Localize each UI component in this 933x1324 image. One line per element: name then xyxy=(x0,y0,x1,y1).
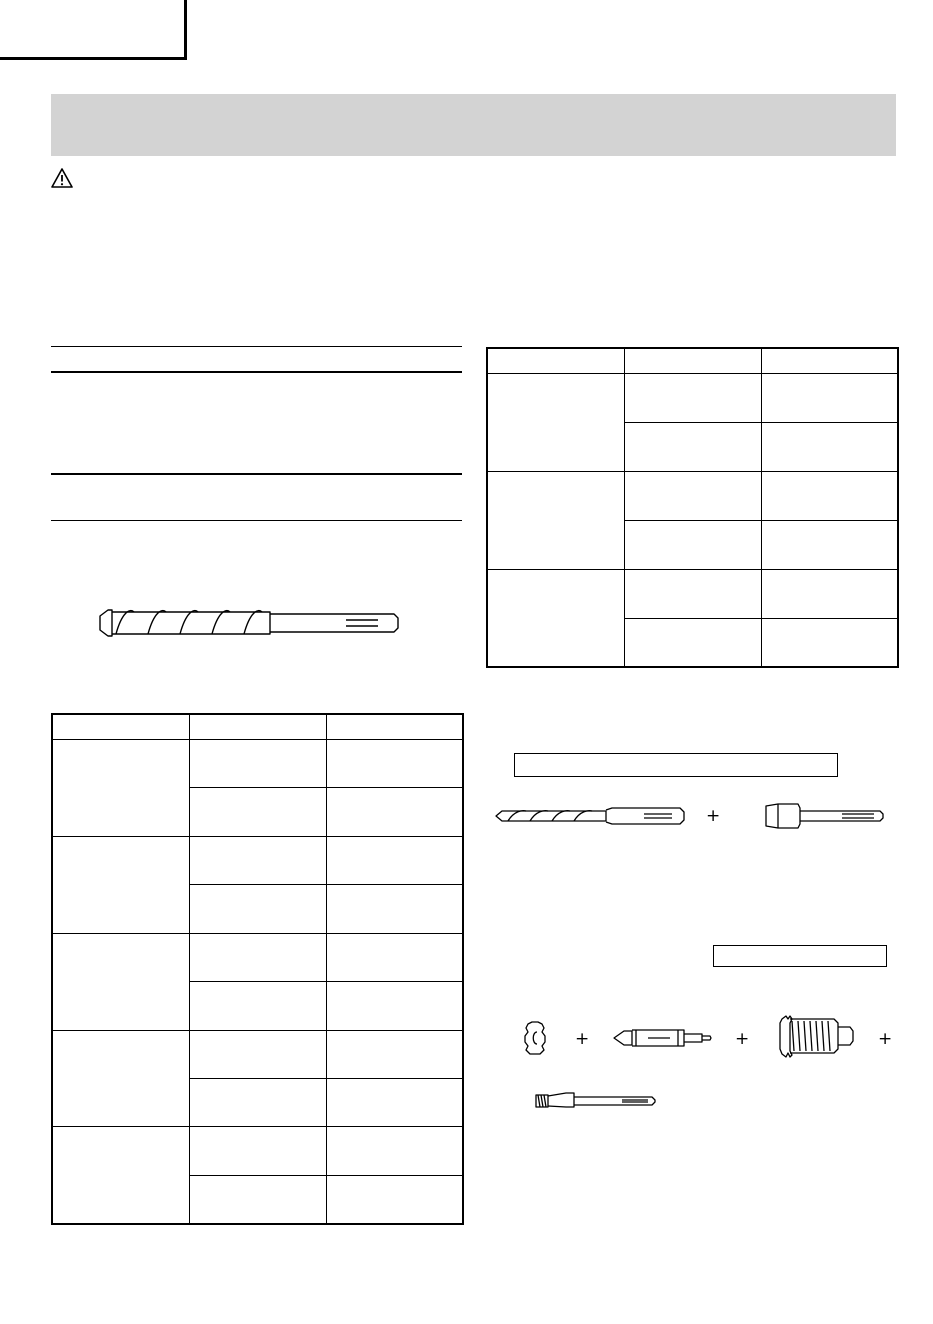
plus-sign: + xyxy=(706,806,721,826)
table-group-cell xyxy=(52,1127,189,1224)
page-tab-box xyxy=(0,0,187,60)
plus-sign: + xyxy=(878,1029,893,1049)
rule-line xyxy=(51,346,462,347)
table-group-cell xyxy=(52,836,189,933)
plus-sign: + xyxy=(575,1029,590,1049)
section-header-band xyxy=(51,94,896,156)
table-cell xyxy=(326,1079,463,1127)
left-specification-table xyxy=(51,713,464,1225)
table-cell xyxy=(189,1079,326,1127)
table-cell xyxy=(189,885,326,933)
rule-line xyxy=(51,473,462,475)
table-group-cell xyxy=(487,569,624,667)
table-cell xyxy=(189,1175,326,1224)
table-cell xyxy=(761,569,898,618)
table-header-cell xyxy=(326,714,463,739)
table-cell xyxy=(761,471,898,520)
warning-triangle-icon xyxy=(51,167,73,189)
table-cell xyxy=(624,422,761,471)
table-cell xyxy=(624,471,761,520)
center-pin-icon xyxy=(612,1027,714,1049)
drill-bit-icon xyxy=(98,602,402,644)
table-cell xyxy=(189,788,326,836)
table-group-cell xyxy=(52,739,189,836)
table-cell xyxy=(326,788,463,836)
table-cell xyxy=(624,520,761,569)
table-cell xyxy=(326,885,463,933)
table-cell xyxy=(624,569,761,618)
cotter-icon xyxy=(522,1020,548,1056)
table-cell xyxy=(761,520,898,569)
table-cell xyxy=(761,422,898,471)
table-group-cell xyxy=(487,471,624,569)
table-cell xyxy=(326,836,463,884)
core-bit-shank-icon xyxy=(534,1088,658,1112)
rule-line xyxy=(51,371,462,373)
rule-line xyxy=(51,520,462,521)
table-cell xyxy=(189,739,326,787)
core-bit-icon xyxy=(776,1013,856,1059)
table-cell xyxy=(326,739,463,787)
table-cell xyxy=(326,933,463,981)
table-group-cell xyxy=(52,933,189,1030)
taper-drill-bit-icon xyxy=(494,802,688,830)
table-header-cell xyxy=(487,348,624,373)
table-cell xyxy=(326,1030,463,1078)
table-cell xyxy=(326,1175,463,1224)
table-cell xyxy=(189,1030,326,1078)
table-header-cell xyxy=(52,714,189,739)
accessory-label-box xyxy=(713,945,887,967)
accessory-label-box xyxy=(514,753,838,777)
table-cell xyxy=(189,982,326,1030)
table-group-cell xyxy=(487,373,624,471)
table-cell xyxy=(624,373,761,422)
table-cell xyxy=(326,1127,463,1175)
table-header-cell xyxy=(761,348,898,373)
table-cell xyxy=(189,933,326,981)
table-cell xyxy=(761,618,898,667)
table-header-cell xyxy=(624,348,761,373)
taper-shank-adapter-icon xyxy=(762,800,886,832)
table-cell xyxy=(624,618,761,667)
table-header-cell xyxy=(189,714,326,739)
plus-sign: + xyxy=(735,1029,750,1049)
right-specification-table xyxy=(486,347,899,668)
table-cell xyxy=(189,836,326,884)
table-cell xyxy=(189,1127,326,1175)
table-group-cell xyxy=(52,1030,189,1127)
table-cell xyxy=(761,373,898,422)
table-cell xyxy=(326,982,463,1030)
